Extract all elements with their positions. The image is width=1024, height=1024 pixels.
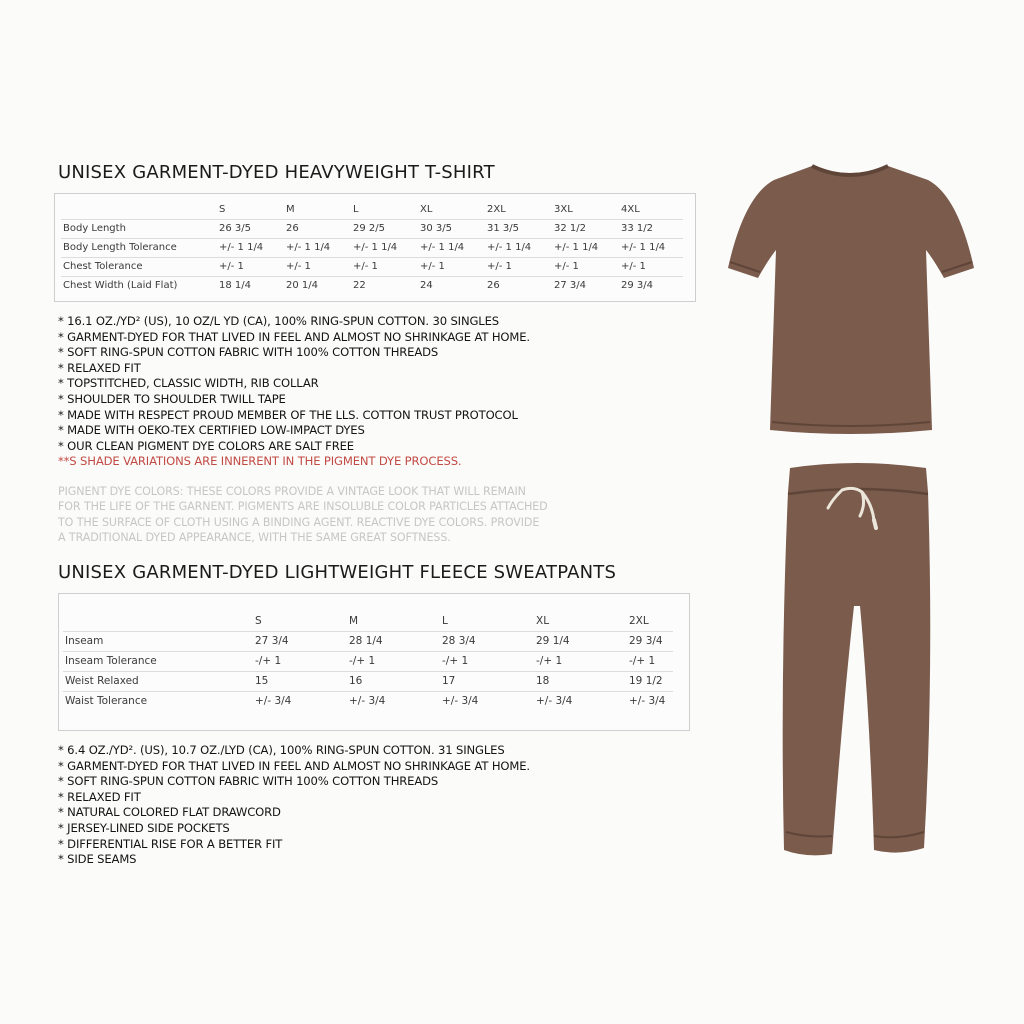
table-cell: +/- 1 [554,258,621,277]
feature-item: * RELAXED FIT [58,360,141,375]
table-cell: +/- 1 1/4 [487,239,554,258]
sweatpants-feature-list [58,743,530,868]
size-header: 4XL [621,204,640,215]
size-header: L [353,204,359,215]
row-label: Inseam Tolerance [63,652,255,672]
size-header: XL [420,204,433,215]
feature-item: * 16.1 OZ./YD² (US), 10 OZ/L YD (CA), 100% RING-SPUN COTTON. 30 SINGLES [58,314,499,328]
size-header: S [255,615,262,627]
sweatpants-size-chart [58,593,690,731]
table-cell: 32 1/2 [554,220,621,239]
table-cell: 22 [353,277,420,296]
row-label: Body Length Tolerance [61,239,219,258]
tshirt-size-chart [54,193,696,302]
feature-item: * OUR CLEAN PIGMENT DYE COLORS ARE SALT FREE [58,438,354,453]
row-label: Body Length [61,220,219,239]
feature-item: * RELAXED FIT [58,789,141,804]
row-label: Waist Tolerance [63,692,255,712]
size-header: 2XL [487,204,506,215]
table-cell: 29 3/4 [621,277,683,296]
shade-variation-warning: **S SHADE VARIATIONS ARE INNERENT IN THE PIGMENT DYE PROCESS. [58,454,462,469]
table-cell: +/- 3/4 [629,692,673,712]
table-cell: 18 [536,672,629,692]
sweatpants-body [783,463,931,855]
table-cell: +/- 3/4 [349,692,442,712]
table-cell: 27 3/4 [554,277,621,296]
size-header: XL [536,615,550,627]
feature-item: * TOPSTITCHED, CLASSIC WIDTH, RIB COLLAR [58,376,319,391]
table-cell: +/- 3/4 [442,692,536,712]
table-cell: -/+ 1 [255,652,349,672]
table-row [61,220,683,239]
sweatpants-size-table [63,615,673,712]
feature-item: * SOFT RING-SPUN COTTON FABRIC WITH 100% COTTON THREADS [58,345,439,360]
table-cell: 26 [286,220,353,239]
feature-item: * SIDE SEAMS [58,852,137,867]
sweatpants-image [776,456,936,866]
table-cell: +/- 1 [420,258,487,277]
feature-item: * MADE WITH RESPECT PROUD MEMBER OF THE LLS. COTTON TRUST PROTOCOL [58,407,518,422]
feature-item: * GARMENT-DYED FOR THAT LIVED IN FEEL AND ALMOST NO SHRINKAGE AT HOME. [58,758,530,773]
table-row [63,632,673,652]
row-label: Chest Tolerance [61,258,219,277]
size-header: 3XL [554,204,573,215]
note-line: PIGNENT DYE COLORS: THESE COLORS PROVIDE A VINTAGE LOOK THAT WILL REMAIN [58,485,526,498]
table-cell: +/- 1 1/4 [219,239,286,258]
table-cell: -/+ 1 [349,652,442,672]
table-cell: 17 [442,672,536,692]
table-row [63,672,673,692]
table-cell: 30 3/5 [420,220,487,239]
table-cell: 19 1/2 [629,672,673,692]
tshirt-title: UNISEX GARMENT-DYED HEAVYWEIGHT T-SHIRT [58,162,495,183]
table-cell: 18 1/4 [219,277,286,296]
feature-item: * SOFT RING-SPUN COTTON FABRIC WITH 100% COTTON THREADS [58,774,439,789]
tshirt-image [720,158,980,436]
sweatpants-title: UNISEX GARMENT-DYED LIGHTWEIGHT FLEECE SWEATPANTS [58,562,617,583]
size-header: M [349,615,359,627]
table-row [61,239,683,258]
table-cell: +/- 3/4 [255,692,349,712]
table-cell: +/- 1 [487,258,554,277]
table-cell: +/- 1 [621,258,683,277]
table-cell: 28 3/4 [442,632,536,652]
feature-item: * JERSEY-LINED SIDE POCKETS [58,820,230,835]
corner-cell [61,204,219,220]
size-header: M [286,204,295,215]
table-cell: +/- 1 [353,258,420,277]
table-cell: +/- 1 1/4 [286,239,353,258]
size-header: S [219,204,226,215]
table-cell: -/+ 1 [536,652,629,672]
drawcord-tip [874,520,876,528]
table-cell: +/- 1 1/4 [621,239,683,258]
table-cell: +/- 1 1/4 [353,239,420,258]
table-row [61,258,683,277]
row-label: Inseam [63,632,255,652]
table-cell: 29 1/4 [536,632,629,652]
size-header: 2XL [629,615,649,627]
tshirt-feature-list [58,314,530,470]
table-row [61,277,683,296]
row-label: Weist Relaxed [63,672,255,692]
table-row [63,692,673,712]
feature-item: * 6.4 OZ./YD². (US), 10.7 OZ./LYD (CA), 100% RING-SPUN COTTON. 31 SINGLES [58,743,505,757]
size-header-row [63,615,673,632]
size-header-row [61,204,683,220]
table-cell: 24 [420,277,487,296]
table-cell: -/+ 1 [442,652,536,672]
table-cell: 27 3/4 [255,632,349,652]
table-cell: 20 1/4 [286,277,353,296]
tshirt-size-table [61,204,683,296]
table-cell: +/- 1 [286,258,353,277]
feature-item: * SHOULDER TO SHOULDER TWILL TAPE [58,391,286,406]
note-line: A TRADITIONAL DYED APPEARANCE, WITH THE SAME GREAT SOFTNESS. [58,530,451,544]
corner-cell [63,615,255,632]
size-header: L [442,615,448,627]
feature-item: * GARMENT-DYED FOR THAT LIVED IN FEEL AND ALMOST NO SHRINKAGE AT HOME. [58,329,530,344]
table-cell: 33 1/2 [621,220,683,239]
table-cell: +/- 1 [219,258,286,277]
pigment-dye-note [58,484,628,545]
feature-item: * DIFFERENTIAL RISE FOR A BETTER FIT [58,836,283,851]
table-cell: +/- 1 1/4 [554,239,621,258]
tshirt-body [728,166,974,434]
table-cell: +/- 1 1/4 [420,239,487,258]
table-cell: 29 3/4 [629,632,673,652]
table-cell: 15 [255,672,349,692]
row-label: Chest Width (Laid Flat) [61,277,219,296]
note-line: FOR THE LIFE OF THE GARNENT. PIGMENTS ARE INSOLUBLE COLOR PARTICLES ATTACHED [58,500,548,514]
feature-item: * MADE WITH OEKO-TEX CERTIFIED LOW-IMPACT DYES [58,423,365,438]
table-row [63,652,673,672]
table-cell: +/- 3/4 [536,692,629,712]
table-cell: 29 2/5 [353,220,420,239]
table-cell: 26 [487,277,554,296]
table-cell: 28 1/4 [349,632,442,652]
table-cell: 16 [349,672,442,692]
table-cell: -/+ 1 [629,652,673,672]
feature-item: * NATURAL COLORED FLAT DRAWCORD [58,805,281,820]
table-cell: 31 3/5 [487,220,554,239]
table-cell: 26 3/5 [219,220,286,239]
note-line: TO THE SURFACE OF CLOTH USING A BINDING AGENT. REACTIVE DYE COLORS. PROVIDE [58,515,540,529]
